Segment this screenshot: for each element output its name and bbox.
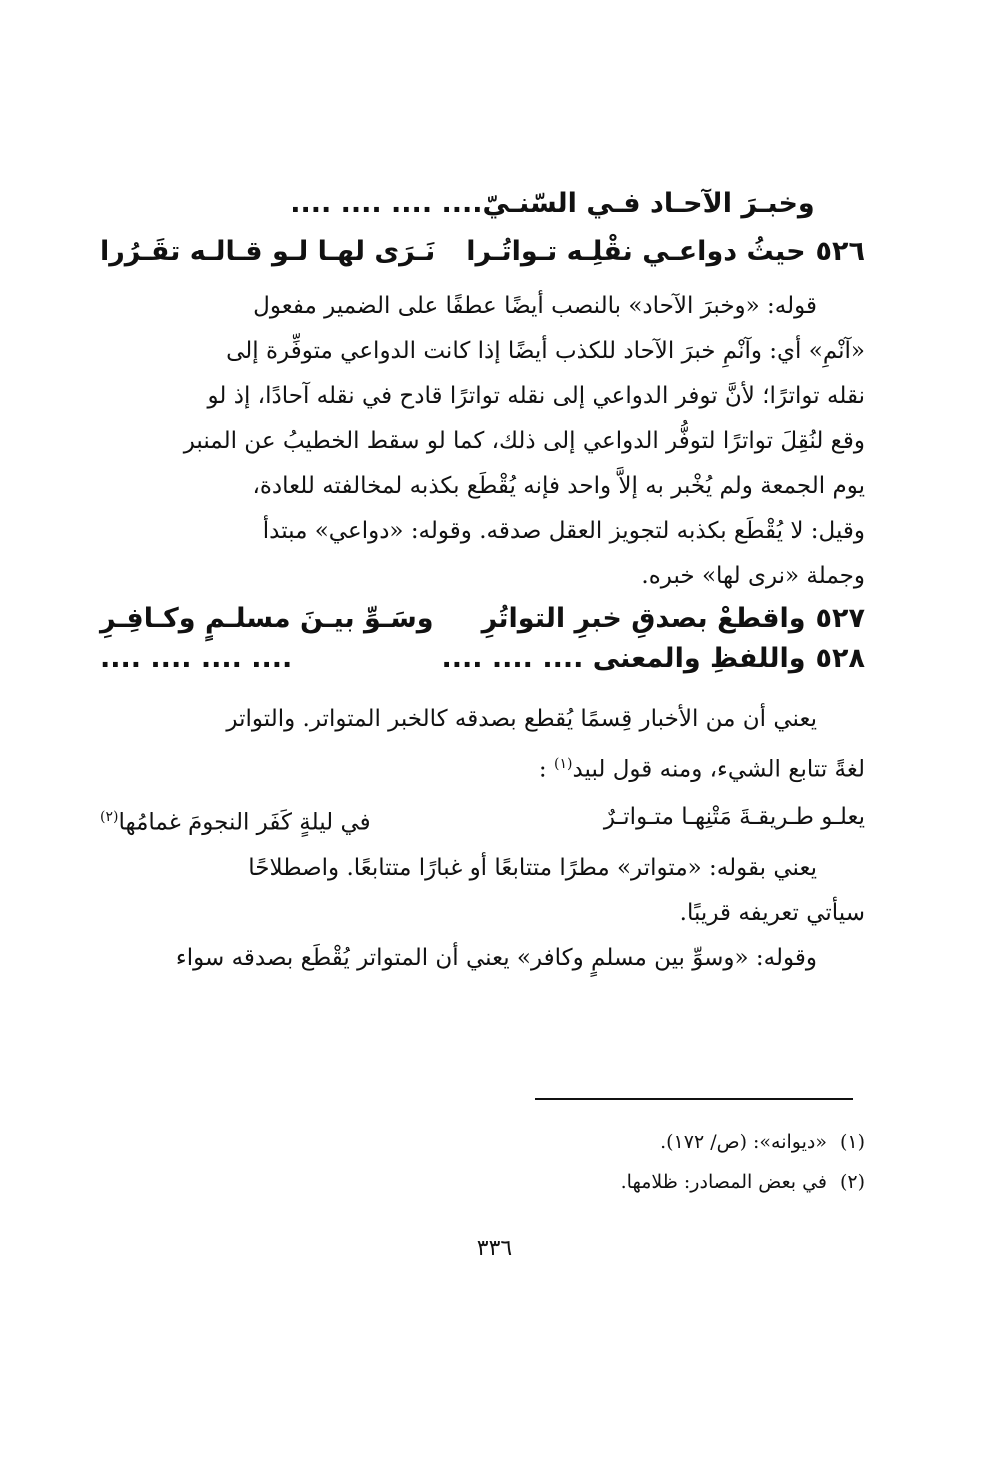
verse-line — [100, 639, 865, 679]
footnote-ref: (١) — [553, 756, 573, 772]
text-line: وقع لنُقِلَ تواترًا لتوفُّر الدواعي إلى ذلك، كما لو سقط الخطيبُ عن المنبر — [183, 428, 865, 454]
text-line: يعني أن من الأخبار قِسمًا يُقطع بصدقه كالخبر المتواتر. والتواتر — [226, 706, 817, 732]
verse-hemistich: وسَـوِّ بيـنَ مسلـمٍ وكـافِـرِ — [99, 603, 434, 634]
footnotes — [621, 1122, 865, 1202]
verse-hemistich: حيثُ دواعـي نقْلِـه تـواتُـرا — [466, 236, 806, 267]
text-line: وقوله: «وسوِّ بين مسلمٍ وكافر» يعني أن المتواتر يُقْطَع بصدقه سواء — [175, 945, 817, 972]
footnote-separator — [535, 1098, 853, 1100]
verse-number: ٥٢٧ — [815, 603, 865, 634]
footnote-ref: (٢) — [100, 808, 119, 825]
text-line: «آنْمِ» أي: وآنْمِ خبرَ الآحاد للكذب أيضًا إذا كانت الدواعي متوفِّرة إلى — [226, 338, 865, 364]
text-line: سيأتي تعريفه قريبًا. — [679, 900, 865, 927]
verse-line — [100, 228, 865, 276]
poem-line — [100, 793, 865, 847]
footnote: (٢)في بعض المصادر: ظلامها. — [620, 1171, 865, 1193]
text-line: نقله تواترًا؛ لأنَّ توفر الدواعي إلى نقله تواترًا قادح في نقله آحادًا، إذ لو — [207, 383, 865, 409]
text-line: يعني بقوله: «متواتر» مطرًا متتابعًا أو غبارًا متتابعًا. واصطلاحًا — [248, 855, 817, 882]
verse-hemistich: نَـرَى لهـا لـو قـالـه تقَـرُرا — [99, 236, 436, 267]
poem-hemistich: يعلـو طـريقـةَ مَتْنِهـا متـواتـرٌ — [603, 803, 865, 830]
commentary-paragraph — [100, 697, 865, 793]
verse-hemistich: واقطعْ بصدقِ خبرِ التواتُرِ — [481, 603, 806, 634]
verse-hemistich: وخبـرَ الآحـاد فـي السّنـيّ — [482, 188, 815, 219]
verse-hemistich: واللفظِ والمعنى .... .... .... — [441, 643, 806, 674]
text-line: وجملة «نرى لها» خبره. — [641, 563, 865, 589]
verse-hemistich: .... .... .... .... — [290, 188, 483, 219]
text-line: قوله: «وخبرَ الآحاد» بالنصب أيضًا عطفًا على الضمير مفعول — [253, 293, 817, 319]
text-line: يوم الجمعة ولم يُخْبر به إلاَّ واحد فإنه يُقْطَع بكذبه لمخالفته للعادة، — [252, 473, 865, 499]
text-line: وقيل: لا يُقْطَع بكذبه لتجويز العقل صدقه. وقوله: «دواعي» مبتدأ — [262, 518, 865, 544]
verse-line — [100, 180, 865, 228]
page-body — [100, 180, 865, 981]
footnote: (١)«ديوانه»: (ص/ ١٧٢). — [660, 1131, 865, 1153]
page-number: ٣٣٦ — [476, 1236, 513, 1261]
verse-number: ٥٢٨ — [815, 643, 865, 674]
commentary-paragraph — [100, 284, 865, 599]
commentary-paragraph — [100, 846, 865, 981]
poem-hemistich-second: في ليلةٍ كَفَر النجومَ غمامُها$^{(٢)}$ — [100, 808, 371, 836]
text-line: لغةً تتابع الشيء، ومنه قول لبيد$^{(١)}$ : — [538, 756, 865, 783]
verse-line — [100, 599, 865, 639]
verse-hemistich: .... .... .... .... — [100, 643, 293, 674]
verse-number: ٥٢٦ — [815, 236, 865, 267]
